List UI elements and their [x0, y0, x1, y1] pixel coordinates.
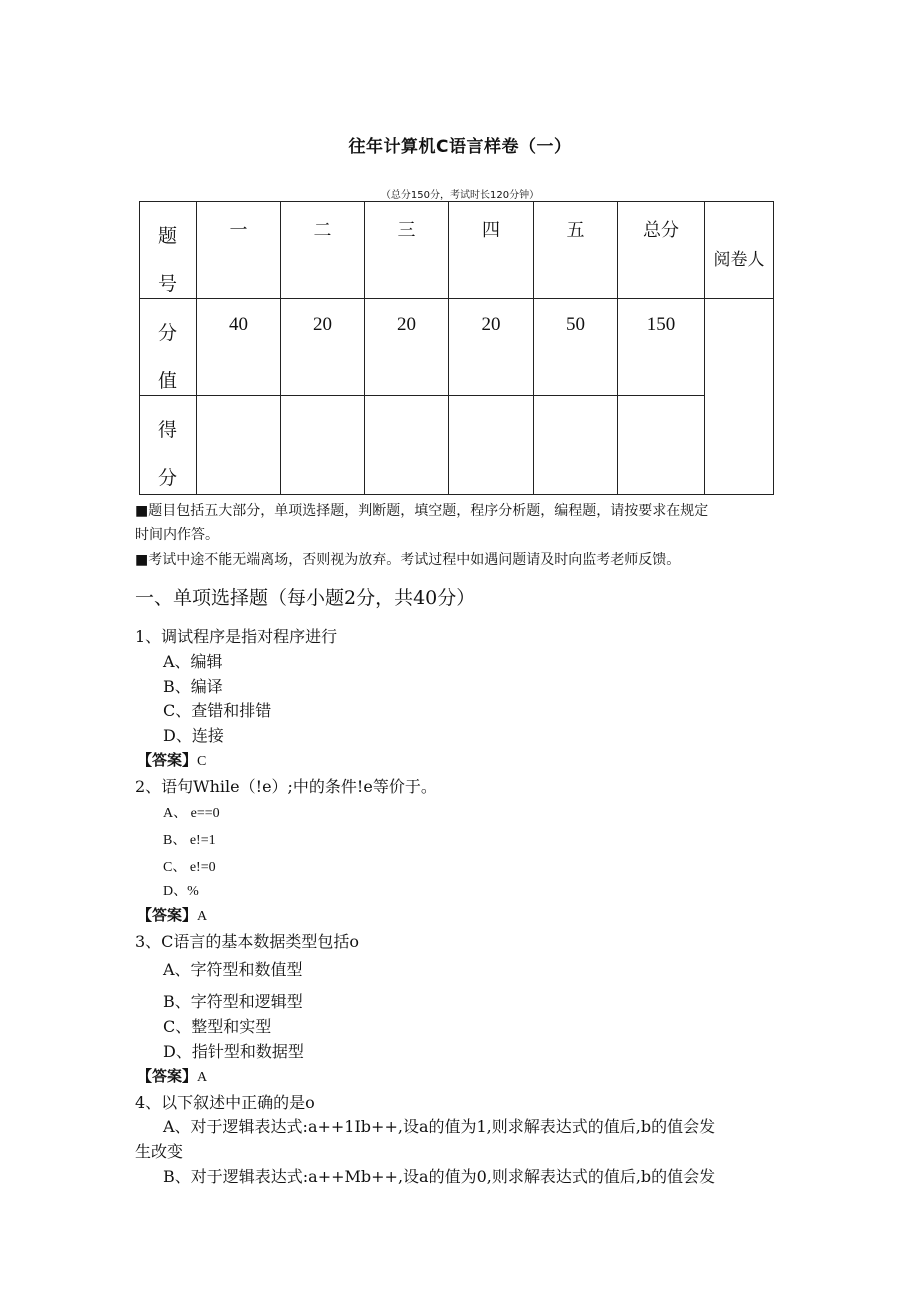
- header-grader: 阅卷人: [713, 250, 765, 270]
- value-3: 20: [397, 314, 416, 335]
- value-1: 40: [229, 314, 248, 335]
- q3-option-c: C、整型和实型: [163, 1017, 272, 1036]
- cell-score-3: [364, 395, 449, 495]
- q1-answer-value: C: [197, 754, 207, 769]
- label-tihao: 题号: [158, 225, 178, 295]
- q1-option-c: C、查错和排错: [163, 701, 272, 720]
- header-5: 五: [566, 220, 585, 241]
- header-3: 三: [397, 220, 416, 241]
- q2-answer: [137, 904, 207, 925]
- cell-grader-blank: [704, 298, 774, 495]
- q1-answer-label: 【答案】: [137, 751, 198, 769]
- label-defen: 得分: [158, 419, 178, 489]
- header-total: 总分: [643, 220, 679, 241]
- header-4: 四: [482, 220, 500, 241]
- q3-option-d: D、指针型和数据型: [163, 1042, 304, 1061]
- value-5: 50: [566, 314, 585, 335]
- q1-stem: 1、调试程序是指对程序进行: [135, 627, 338, 646]
- section-title: 一、单项选择题（每小题2分，共40分）: [135, 587, 476, 609]
- cell-value-5: [533, 298, 618, 396]
- value-total: 150: [646, 314, 676, 335]
- q2-stem: 2、语句While（!e）;中的条件!e等价于。: [135, 777, 437, 796]
- q2-answer-value: A: [197, 909, 208, 924]
- cell-value-2: [280, 298, 365, 396]
- q3-option-a: A、字符型和数值型: [163, 960, 303, 979]
- q2-option-c: C、 e!=0: [163, 860, 216, 875]
- q3-option-b: B、字符型和逻辑型: [163, 992, 303, 1011]
- cell-score-4: [448, 395, 534, 495]
- q1-option-d: D、连接: [163, 726, 224, 745]
- q3-answer-value: A: [197, 1070, 208, 1085]
- note-line-2: 时间内作答。: [135, 527, 219, 543]
- q1-option-a: A、编辑: [163, 652, 223, 671]
- q3-answer: [137, 1065, 207, 1086]
- cell-score-5: [533, 395, 618, 495]
- q2-option-d: D、%: [163, 884, 199, 899]
- exam-info: （总分150分，考试时长120分钟）: [380, 190, 540, 201]
- cell-value-1: [196, 298, 281, 396]
- q3-answer-label: 【答案】: [137, 1067, 198, 1085]
- note-line-3: ■考试中途不能无端离场，否则视为放弃。考试过程中如遇问题请及时向监考老师反馈。: [135, 552, 681, 568]
- cell-value-4: [448, 298, 534, 396]
- q4-stem: 4、以下叙述中正确的是o: [135, 1093, 315, 1112]
- cell-value-3: [364, 298, 449, 396]
- cell-score-2: [280, 395, 365, 495]
- value-4: 20: [481, 314, 501, 335]
- q4-option-a-line2: 生改变: [135, 1142, 184, 1161]
- q2-answer-label: 【答案】: [137, 906, 198, 924]
- value-2: 20: [313, 314, 332, 335]
- q3-stem: 3、C语言的基本数据类型包括o: [135, 932, 360, 951]
- cell-value-total: [617, 298, 705, 396]
- label-fenzhi: 分值: [158, 322, 178, 392]
- q4-option-b-line1: B、对于逻辑表达式:a++Mb++,设a的值为0,则求解表达式的值后,b的值会发: [163, 1167, 716, 1186]
- cell-score-total: [617, 395, 705, 495]
- header-1: 一: [229, 220, 248, 241]
- page-title: 往年计算机C语言样卷（一）: [348, 137, 572, 157]
- q2-option-a: A、 e==0: [163, 806, 220, 821]
- q1-answer: [137, 749, 206, 770]
- q2-option-b: B、 e!=1: [163, 833, 216, 848]
- header-2: 二: [313, 220, 332, 241]
- note-line-1: ■题目包括五大部分，单项选择题，判断题，填空题，程序分析题，编程题，请按要求在规定: [135, 503, 709, 519]
- cell-score-1: [196, 395, 281, 495]
- q1-option-b: B、编译: [163, 677, 223, 696]
- q4-option-a-line1: A、对于逻辑表达式:a++1Ib++,设a的值为1,则求解表达式的值后,b的值会发: [163, 1117, 716, 1136]
